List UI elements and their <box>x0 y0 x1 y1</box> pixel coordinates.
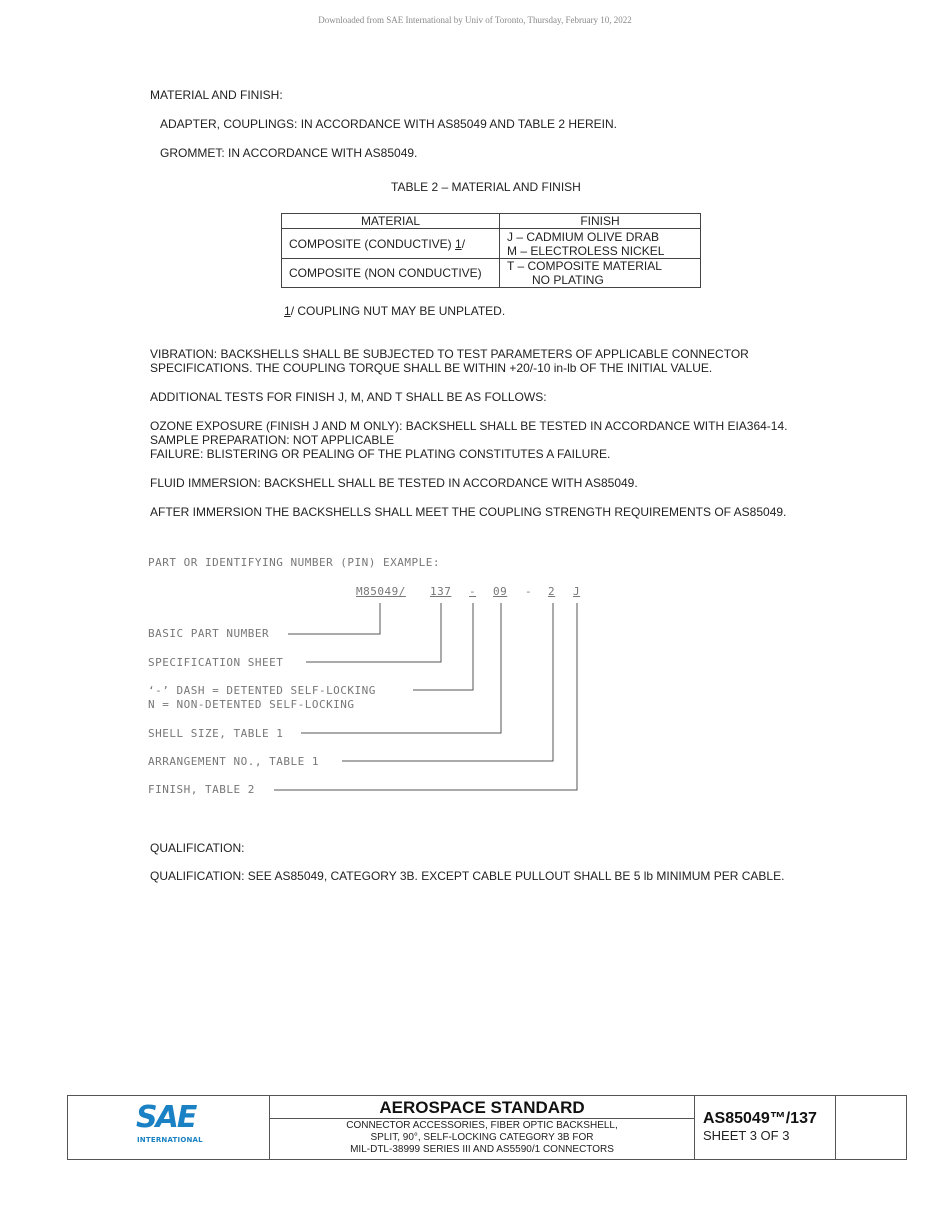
download-notice: Downloaded from SAE International by Univ of Toronto, Thursday, February 10, 2022 <box>318 15 632 25</box>
finish-line: M – ELECTROLESS NICKEL <box>507 243 665 258</box>
description-line-2: SPLIT, 90°, SELF-LOCKING CATEGORY 3B FOR <box>370 1132 594 1143</box>
ozone-line-2: SAMPLE PREPARATION: NOT APPLICABLE <box>150 433 395 447</box>
footnote-ref-suffix: / <box>461 236 466 251</box>
description-line-1: CONNECTOR ACCESSORIES, FIBER OPTIC BACKSHELL, <box>346 1120 618 1131</box>
finish-column-header: FINISH <box>500 214 701 229</box>
label-non-detented: N = NON-DETENTED SELF-LOCKING <box>148 698 355 711</box>
grommet-text: GROMMET: IN ACCORDANCE WITH AS85049. <box>160 146 418 160</box>
aerospace-standard-title: AEROSPACE STANDARD <box>379 1098 585 1117</box>
leader-shell-size <box>301 603 501 733</box>
adapter-couplings-text: ADAPTER, COUPLINGS: IN ACCORDANCE WITH AS85049 AND TABLE 2 HEREIN. <box>160 117 618 131</box>
footnote-ref: 1 <box>455 236 462 251</box>
label-basic-part-number: BASIC PART NUMBER <box>148 627 270 640</box>
additional-tests-text: ADDITIONAL TESTS FOR FINISH J, M, AND T SHALL BE AS FOLLOWS: <box>150 390 547 404</box>
material-finish-heading: MATERIAL AND FINISH: <box>150 88 283 102</box>
table2-caption: TABLE 2 – MATERIAL AND FINISH <box>391 180 581 194</box>
vibration-line-2: SPECIFICATIONS. THE COUPLING TORQUE SHALL BE WITHIN +20/-10 in-lb OF THE INITIAL VALUE. <box>150 361 713 375</box>
sae-logo-subtext: INTERNATIONAL <box>137 1136 203 1144</box>
material-name: COMPOSITE (CONDUCTIVE) <box>289 236 456 251</box>
fluid-immersion-text: FLUID IMMERSION: BACKSHELL SHALL BE TESTED IN ACCORDANCE WITH AS85049. <box>150 476 638 490</box>
footnote-mark: 1 <box>284 304 291 318</box>
description-line-3: MIL-DTL-38999 SERIES III AND AS5590/1 CONNECTORS <box>350 1144 614 1155</box>
pin-example-heading: PART OR IDENTIFYING NUMBER (PIN) EXAMPLE: <box>148 556 441 569</box>
material-cell: COMPOSITE (NON CONDUCTIVE) <box>282 259 500 288</box>
ozone-line-1: OZONE EXPOSURE (FINISH J AND M ONLY): BACKSHELL SHALL BE TESTED IN ACCORDANCE WITH EIA364-14. <box>150 419 788 433</box>
pin-part-dash: - <box>469 585 477 598</box>
label-arrangement: ARRANGEMENT NO., TABLE 1 <box>148 755 319 768</box>
leader-dash <box>413 603 473 690</box>
title-block-divider <box>835 1096 836 1159</box>
title-block <box>67 1095 907 1160</box>
sae-logo-mark: SAE <box>136 1100 196 1135</box>
vibration-line-1: VIBRATION: BACKSHELLS SHALL BE SUBJECTED TO TEST PARAMETERS OF APPLICABLE CONNECTOR <box>150 347 749 361</box>
qualification-heading: QUALIFICATION: <box>150 841 245 855</box>
leader-specification-sheet <box>306 603 441 662</box>
sae-logo <box>68 1096 270 1159</box>
footnote-text: / COUPLING NUT MAY BE UNPLATED. <box>290 304 506 318</box>
pin-separator: - <box>525 585 533 598</box>
qualification-text: QUALIFICATION: SEE AS85049, CATEGORY 3B. EXCEPT CABLE PULLOUT SHALL BE 5 lb MINIMUM PER CABLE. <box>150 869 785 883</box>
finish-line: T – COMPOSITE MATERIAL <box>507 259 662 273</box>
title-block-center <box>270 1096 694 1159</box>
pin-part-finish: J <box>573 585 581 598</box>
after-immersion-text: AFTER IMMERSION THE BACKSHELLS SHALL MEET THE COUPLING STRENGTH REQUIREMENTS OF AS85049. <box>150 505 787 519</box>
label-finish: FINISH, TABLE 2 <box>148 783 255 796</box>
label-shell-size: SHELL SIZE, TABLE 1 <box>148 727 284 740</box>
label-dash-detented: ‘-’ DASH = DETENTED SELF-LOCKING <box>148 684 376 697</box>
leader-arrangement <box>342 603 553 761</box>
finish-line: J – CADMIUM OLIVE DRAB <box>507 229 660 244</box>
pin-part-arrangement: 2 <box>548 585 556 598</box>
title-block-docnum <box>695 1096 835 1159</box>
leader-finish <box>274 603 577 790</box>
pin-part-shell-size: 09 <box>493 585 508 598</box>
leader-basic-part-number <box>288 603 380 634</box>
ozone-line-3: FAILURE: BLISTERING OR PEALING OF THE PLATING CONSTITUTES A FAILURE. <box>150 447 611 461</box>
material-column-header: MATERIAL <box>282 214 500 229</box>
sheet-number: SHEET 3 OF 3 <box>703 1128 790 1143</box>
pin-part-spec-sheet: 137 <box>430 585 452 598</box>
label-specification-sheet: SPECIFICATION SHEET <box>148 656 284 669</box>
pin-part-basic: M85049/ <box>356 585 406 598</box>
finish-line: NO PLATING <box>532 273 604 287</box>
title-divider <box>270 1118 694 1119</box>
document-number: AS85049™/137 <box>703 1110 817 1127</box>
